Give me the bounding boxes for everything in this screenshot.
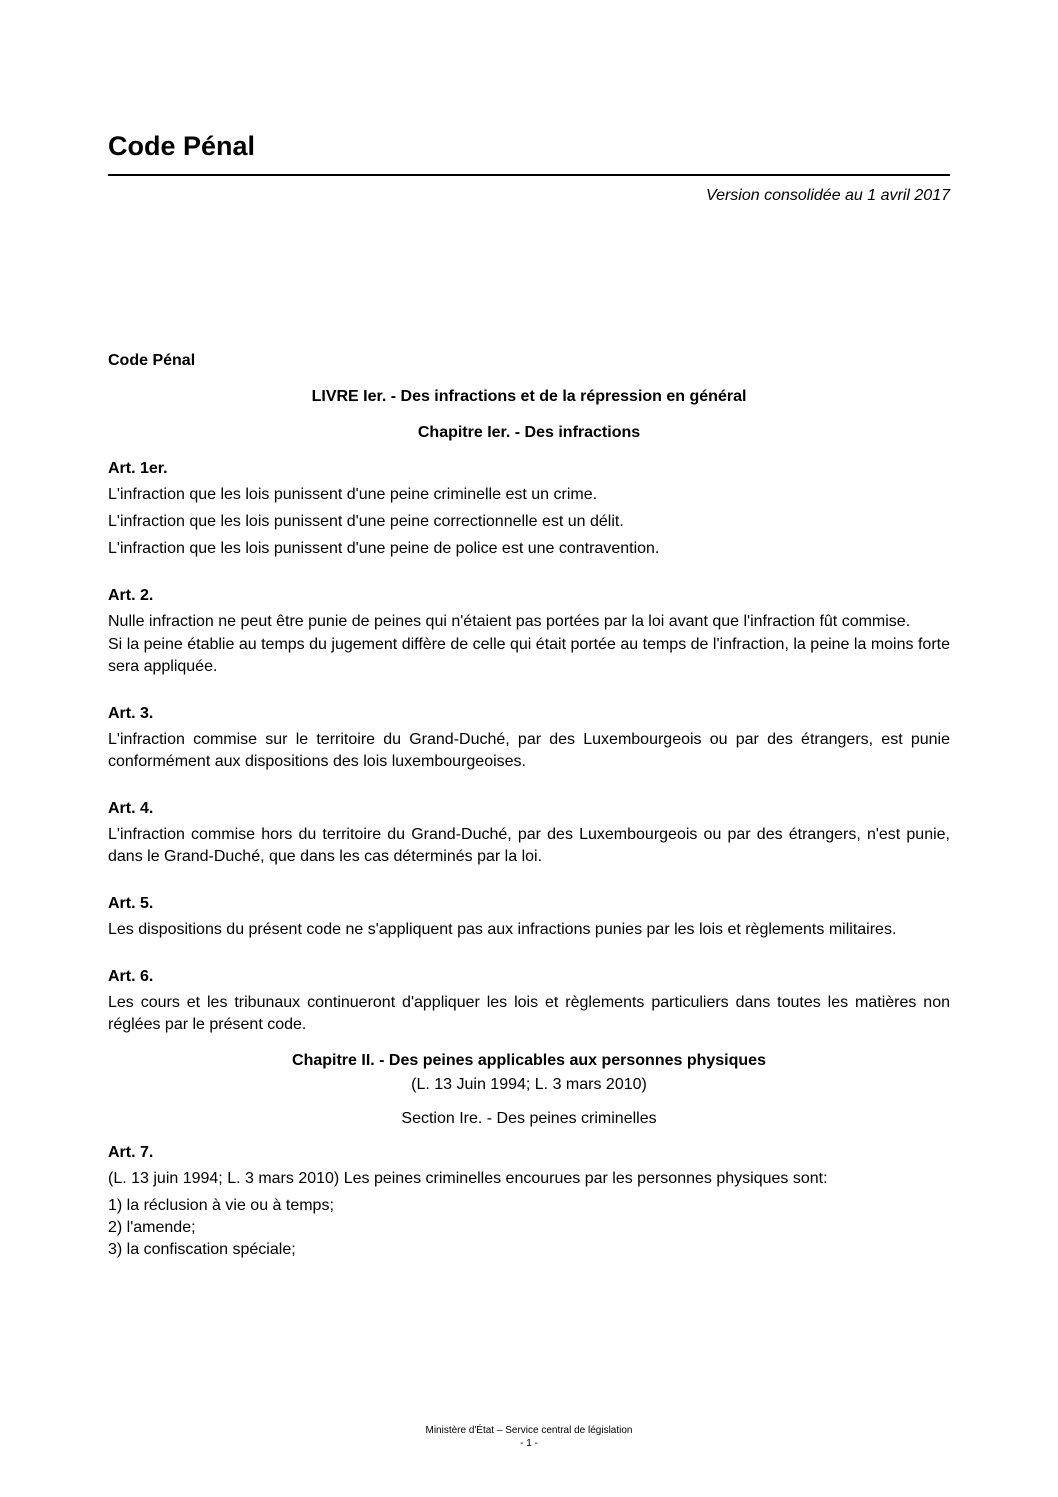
version-date: Version consolidée au 1 avril 2017 [705,187,950,204]
article-title: Art. 2. [108,587,154,604]
article-paragraph: L'infraction que les lois punissent d'une peine criminelle est un crime. [108,486,598,503]
article-title: Art. 5. [108,895,154,912]
article-paragraph: Les cours et les tribunaux continueront d'appliquer les lois et règlements particuliers dans toutes les matières non réglées par le présent code. [108,994,950,1033]
page-title: Code Pénal [108,131,256,161]
footer-publisher: Ministère d'État – Service central de législation [425,1425,633,1436]
chapter-reference: (L. 13 Juin 1994; L. 3 mars 2010) [411,1076,647,1093]
article-paragraph: (L. 13 juin 1994; L. 3 mars 2010) Les peines criminelles encourues par les personnes physiques sont: [108,1170,828,1187]
article-title: Art. 6. [108,968,154,985]
article-paragraph: L'infraction commise hors du territoire du Grand-Duché, par des Luxembourgeois ou par des étrangers, n'est punie, dans le Grand-Duché, que dans les cas déterminés par la loi. [108,826,950,865]
article-6 [108,966,950,1036]
article-2 [108,585,950,678]
page-header [108,128,950,206]
article-paragraph: L'infraction que les lois punissent d'une peine correctionnelle est un délit. [108,513,624,530]
page-number: - 1 - [520,1438,538,1449]
section-heading: Section Ire. - Des peines criminelles [401,1110,657,1127]
penalty-list [108,1195,950,1261]
chapter-heading: Chapitre Ier. - Des infractions [417,424,641,441]
list-item: 3) la confiscation spéciale; [108,1241,296,1258]
article-title: Art. 1er. [108,460,168,477]
article-paragraph: Les dispositions du présent code ne s'appliquent pas aux infractions punies par les lois et règlements militaires. [108,921,897,938]
article-title: Art. 3. [108,705,154,722]
article-3 [108,703,950,773]
article-title: Art. 7. [108,1144,154,1161]
title-divider [108,174,950,176]
code-heading: Code Pénal [108,352,196,369]
article-7 [108,1142,950,1261]
article-paragraph: L'infraction que les lois punissent d'une peine de police est une contravention. [108,540,660,557]
article-1 [108,458,950,560]
article-title: Art. 4. [108,800,154,817]
page-footer [0,1424,1058,1450]
chapter-heading: Chapitre II. - Des peines applicables aux personnes physiques [292,1052,766,1069]
article-4 [108,798,950,868]
article-paragraph: Si la peine établie au temps du jugement diffère de celle qui était portée au temps de l'infraction, la peine la moins forte sera appliquée. [108,636,950,675]
livre-heading: LIVRE Ier. - Des infractions et de la répression en général [311,388,747,405]
list-item: 1) la réclusion à vie ou à temps; [108,1197,334,1214]
list-item: 2) l'amende; [108,1219,196,1236]
article-paragraph: L'infraction commise sur le territoire du Grand-Duché, par des Luxembourgeois ou par des étrangers, est punie conformément aux dispositions des lois luxembourgeoises. [108,731,950,770]
document-body [108,350,950,1286]
article-5 [108,893,950,941]
article-paragraph: Nulle infraction ne peut être punie de peines qui n'étaient pas portées par la loi avant que l'infraction fût commise. [108,613,911,630]
